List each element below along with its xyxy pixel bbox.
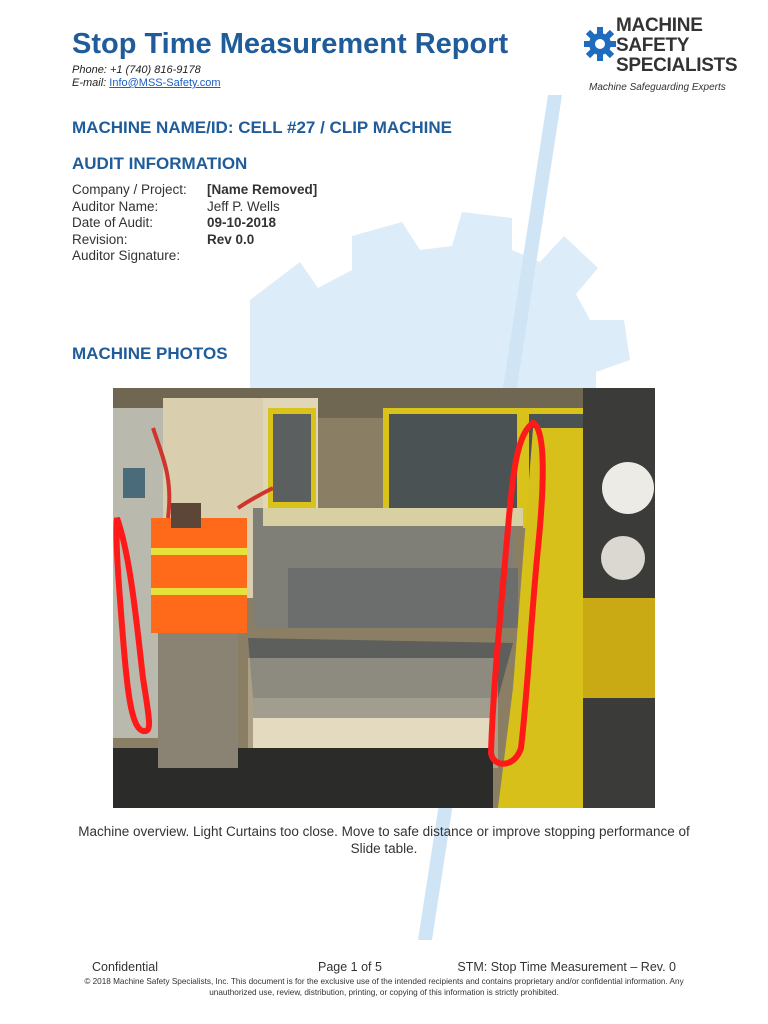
audit-label: Auditor Name: [72,198,159,214]
audit-value: Jeff P. Wells [207,198,280,214]
logo-line-safety: SAFETY [616,35,690,56]
machine-photos-heading: MACHINE PHOTOS [72,344,228,363]
report-title: Stop Time Measurement Report [72,28,509,60]
footer-confidential: Confidential [92,960,159,974]
audit-row-company [72,182,317,199]
logo-line-specialists: SPECIALISTS [616,55,738,76]
company-logo [584,14,738,98]
audit-value: Rev 0.0 [207,231,255,247]
audit-row-date [72,215,317,232]
email-line [72,77,221,90]
phone-label: Phone: [72,64,107,76]
audit-value: 09-10-2018 [207,215,277,230]
logo-wordmark [616,16,737,76]
audit-info-table [72,182,317,265]
audit-info-heading: AUDIT INFORMATION [72,154,248,173]
footer-doc-id: STM: Stop Time Measurement – Rev. 0 [457,960,676,974]
phone-number: +1 (740) 816-9178 [109,64,201,76]
machine-name-heading: MACHINE NAME/ID: CELL #27 / CLIP MACHINE [72,118,453,137]
audit-row-auditor [72,199,317,216]
email-link[interactable]: Info@MSS-Safety.com [109,77,221,89]
logo-tagline: Machine Safeguarding Experts [589,82,726,93]
phone-line [72,64,221,77]
photo-caption: Machine overview. Light Curtains too close. Move to safe distance or improve stopping performance of Slide table. [78,824,690,856]
contact-block [72,64,221,90]
email-label: E-mail: [72,77,107,89]
logo-line-machine: MACHINE [616,15,703,36]
audit-label: Revision: [72,231,128,247]
audit-label: Date of Audit: [72,215,154,230]
audit-label: Company / Project: [72,182,187,197]
footer-legal-notice: © 2018 Machine Safety Specialists, Inc. This document is for the exclusive use of the intended recipients and contains proprietary and/or confidential information. Any unauthorized use, review, distribution, printing, or copying of this information is strictly prohibited. [84,977,684,997]
footer-page-number: Page 1 of 5 [318,960,382,974]
audit-value: [Name Removed] [207,182,318,197]
gear-icon [584,22,616,66]
audit-label: Auditor Signature: [72,248,181,263]
audit-row-signature [72,248,317,265]
machine-overview-photo [113,388,655,808]
audit-row-revision [72,232,317,249]
